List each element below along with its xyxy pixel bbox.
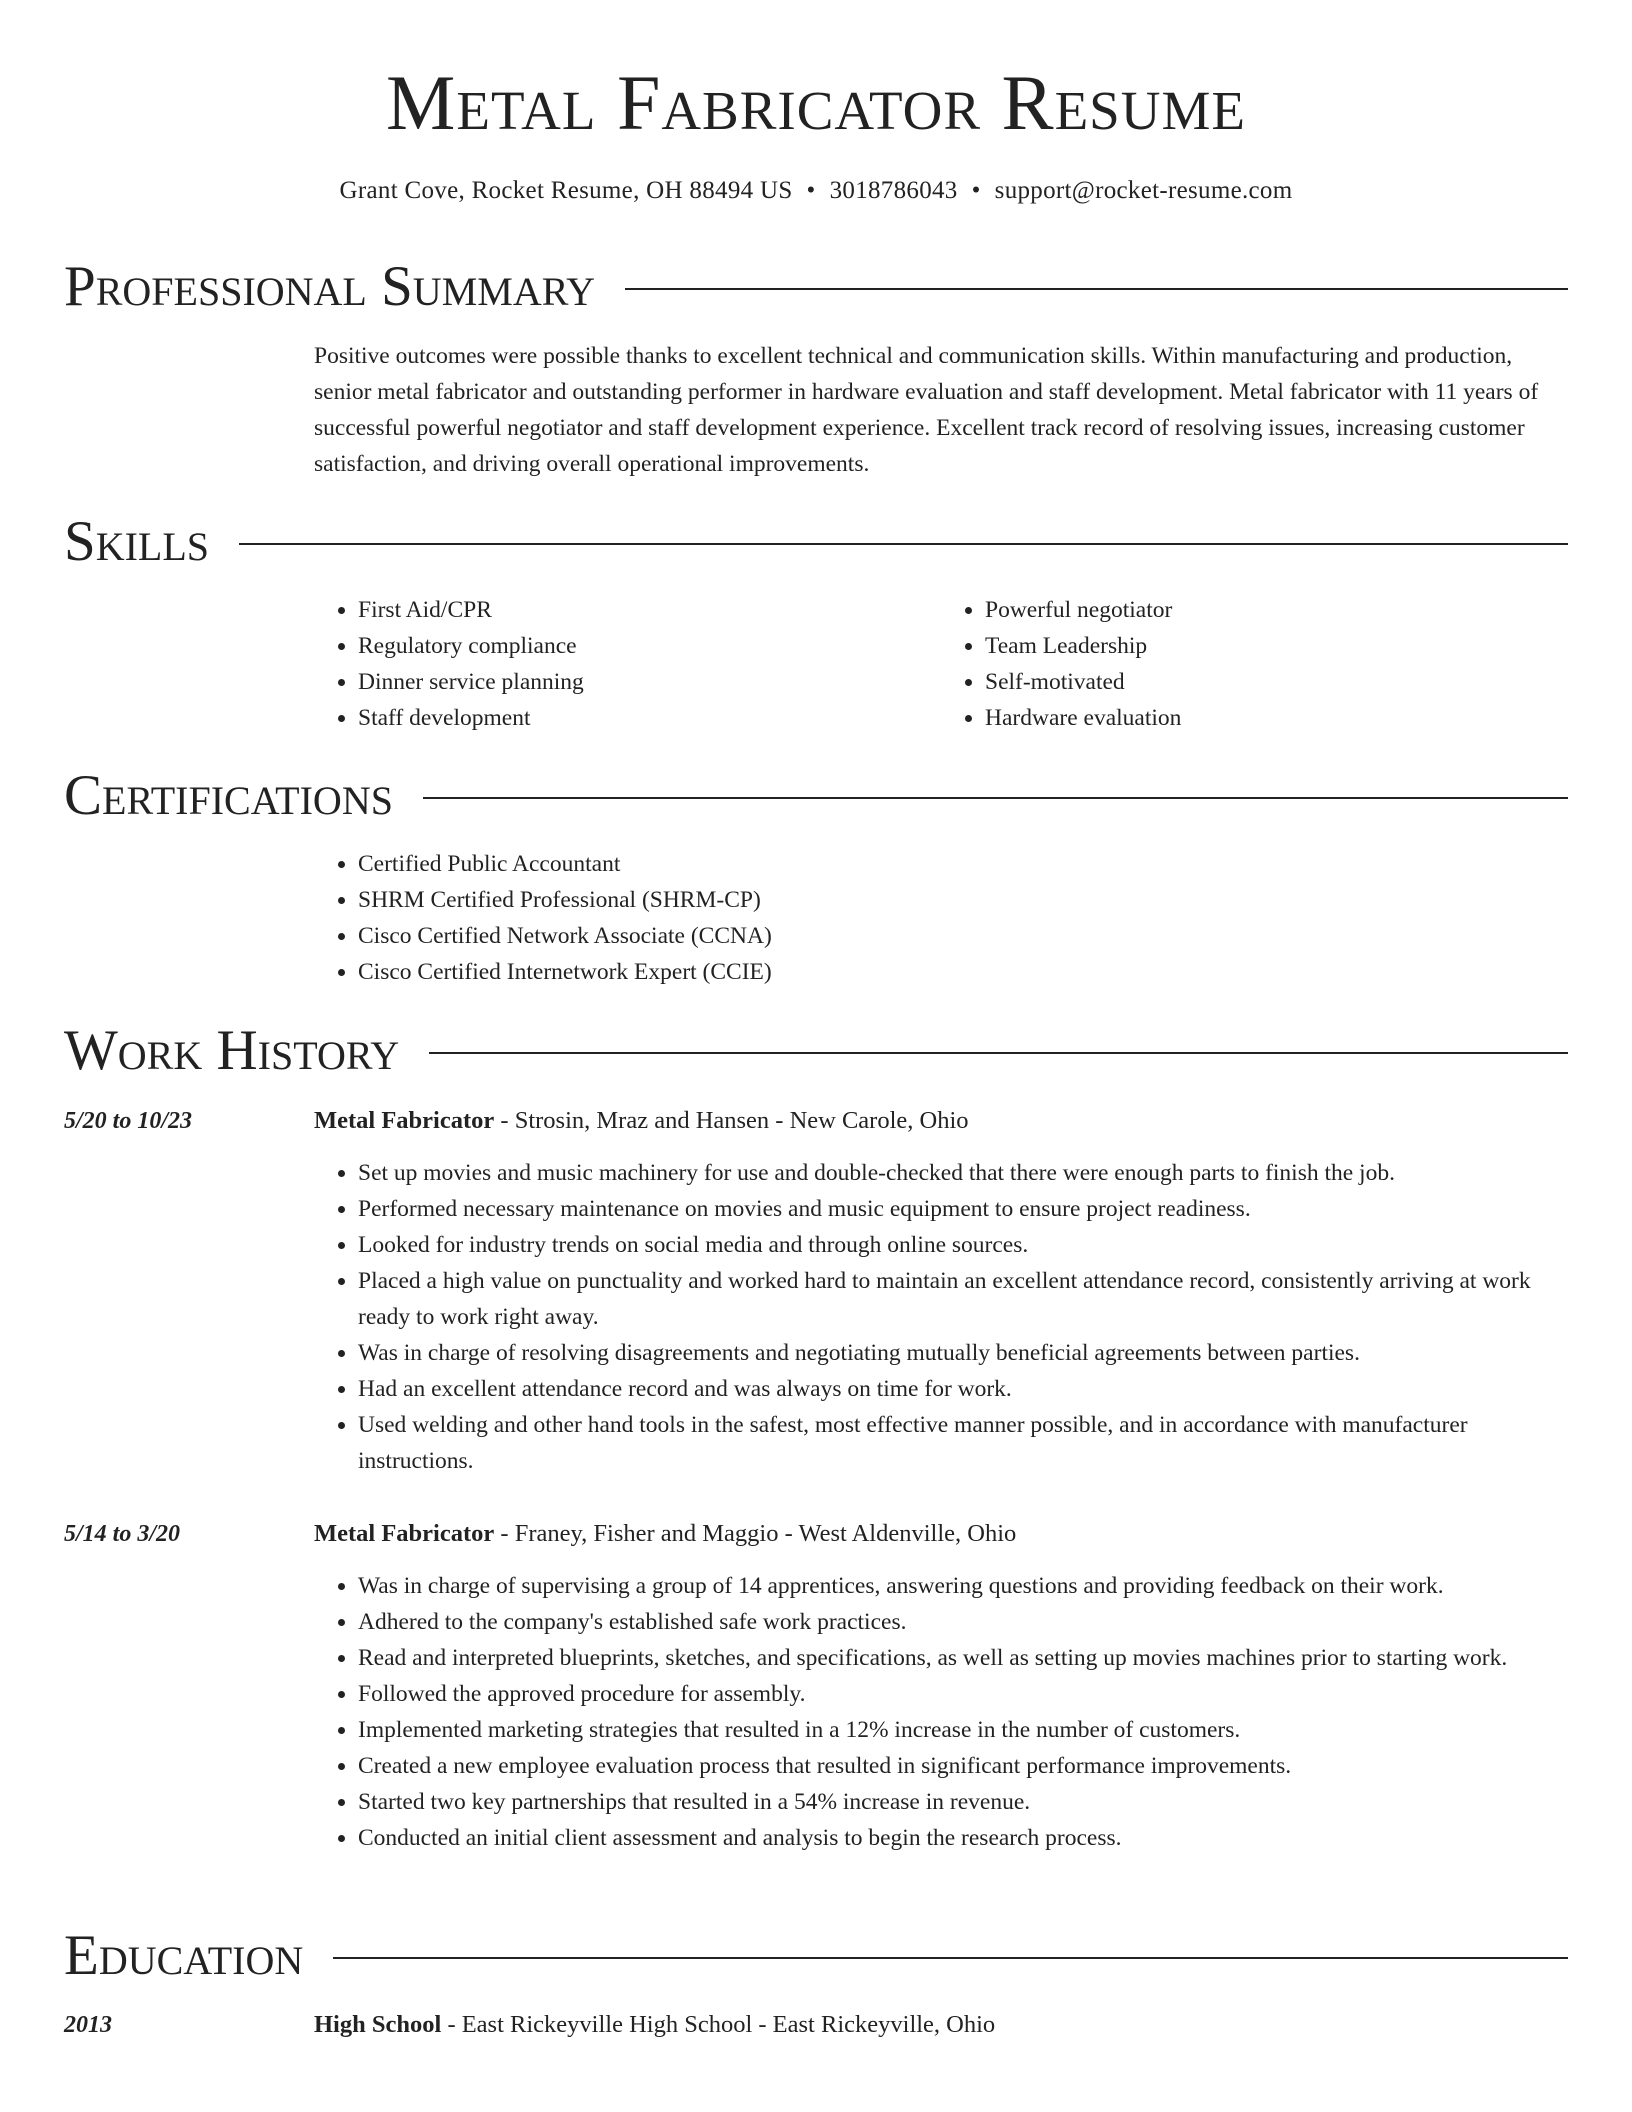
job-duty-item: • Read and interpreted blueprints, sketches, and specifications, as well as setting up movies machines prior to starting work. [358, 1640, 1568, 1676]
job-duty-item: • Had an excellent attendance record and was always on time for work. [358, 1371, 1568, 1407]
section-header-skills [64, 510, 1568, 574]
certification-item: • Cisco Certified Network Associate (CCNA) [358, 918, 1568, 954]
skill-item: • Staff development [358, 700, 941, 736]
certification-item: • SHRM Certified Professional (SHRM-CP) [358, 882, 1568, 918]
contact-email: support@rocket-resume.com [994, 177, 1293, 204]
job-entry [314, 1516, 1568, 1856]
job-title: Metal Fabricator [314, 1520, 495, 1547]
contact-separator: • [806, 177, 816, 204]
section-title-summary: Professional Summary [64, 255, 625, 319]
summary-text: Positive outcomes were possible thanks to excellent technical and communication skills. Within manufacturing and production, senior metal fabricator and outstanding performer in hardware evaluation and staff development. Metal fabricator with 11 years of successful powerful negotiator and staff development experience. Excellent track record of resolving issues, increasing customer satisfaction, and driving overall operational improvements. [314, 343, 1539, 477]
certification-item: • Certified Public Accountant [358, 846, 1568, 882]
job-duty-item: • Was in charge of resolving disagreements and negotiating mutually beneficial agreements between parties. [358, 1335, 1568, 1371]
job-dates: 5/14 to 3/20 [64, 1521, 181, 1547]
skill-item: • Team Leadership [985, 628, 1568, 664]
job-duty-item: • Performed necessary maintenance on movies and music equipment to ensure project readiness. [358, 1191, 1568, 1227]
skill-item: • Regulatory compliance [358, 628, 941, 664]
job-company: - Franey, Fisher and Maggio - West Aldenville, Ohio [494, 1520, 1017, 1547]
job-title: Metal Fabricator [314, 1107, 495, 1134]
job-duty-item: • Was in charge of supervising a group of 14 apprentices, answering questions and providing feedback on their work. [358, 1568, 1568, 1604]
education-entry [314, 2007, 1568, 2059]
job-duty-item: • Adhered to the company's established safe work practices. [358, 1604, 1568, 1640]
skills-list-right [941, 592, 1568, 736]
contact-separator: • [971, 177, 981, 204]
skill-item: • Self-motivated [985, 664, 1568, 700]
certifications-block [314, 846, 1568, 990]
section-header-work [64, 1019, 1568, 1083]
job-duty-item: • Started two key partnerships that resulted in a 54% increase in revenue. [358, 1784, 1568, 1820]
job-dates: 5/20 to 10/23 [64, 1108, 193, 1134]
contact-phone: 3018786043 [829, 177, 958, 204]
job-company: - Strosin, Mraz and Hansen - New Carole, Ohio [494, 1107, 969, 1134]
section-header-education [64, 1924, 1568, 1988]
skills-grid [314, 592, 1568, 736]
job-title-line [314, 1516, 1568, 1552]
job-duty-item: • Created a new employee evaluation process that resulted in significant performance improvements. [358, 1748, 1568, 1784]
education-line [314, 2007, 1568, 2043]
section-title-work: Work History [64, 1019, 429, 1083]
summary-block [314, 338, 1568, 482]
skills-block [314, 592, 1568, 736]
job-duty-item: • Followed the approved procedure for assembly. [358, 1676, 1568, 1712]
education-degree: High School [314, 2011, 442, 2038]
section-divider [64, 543, 1568, 545]
education-year: 2013 [64, 2012, 112, 2038]
job-duty-item: • Implemented marketing strategies that resulted in a 12% increase in the number of customers. [358, 1712, 1568, 1748]
job-title-line [314, 1103, 1568, 1139]
section-header-summary [64, 255, 1568, 319]
job-duty-item: • Used welding and other hand tools in the safest, most effective manner possible, and in accordance with manufacturer instructions. [358, 1407, 1568, 1479]
job-duty-item: • Placed a high value on punctuality and worked hard to maintain an excellent attendance record, consistently arriving at work ready to work right away. [358, 1263, 1568, 1335]
job-duty-item: • Looked for industry trends on social media and through online sources. [358, 1227, 1568, 1263]
section-title-certifications: Certifications [64, 764, 423, 828]
certifications-list [314, 846, 1568, 990]
skill-item: • Dinner service planning [358, 664, 941, 700]
job-entry [314, 1103, 1568, 1479]
education-school: - East Rickeyville High School - East Rickeyville, Ohio [441, 2011, 996, 2038]
job-duties-list [314, 1568, 1568, 1856]
resume-title: Metal Fabricator Resume [386, 59, 1246, 146]
skills-list-left [314, 592, 941, 736]
skill-item: • First Aid/CPR [358, 592, 941, 628]
job-duty-item: • Conducted an initial client assessment and analysis to begin the research process. [358, 1820, 1568, 1856]
section-title-skills: Skills [64, 510, 239, 574]
skill-item: • Powerful negotiator [985, 592, 1568, 628]
skill-item: • Hardware evaluation [985, 700, 1568, 736]
section-title-education: Education [64, 1924, 333, 1988]
contact-line [0, 174, 1632, 208]
job-duties-list [314, 1155, 1568, 1479]
job-duty-item: • Set up movies and music machinery for use and double-checked that there were enough parts to finish the job. [358, 1155, 1568, 1191]
section-header-certifications [64, 764, 1568, 828]
certification-item: • Cisco Certified Internetwork Expert (CCIE) [358, 954, 1568, 990]
contact-address: Grant Cove, Rocket Resume, OH 88494 US [339, 177, 793, 204]
